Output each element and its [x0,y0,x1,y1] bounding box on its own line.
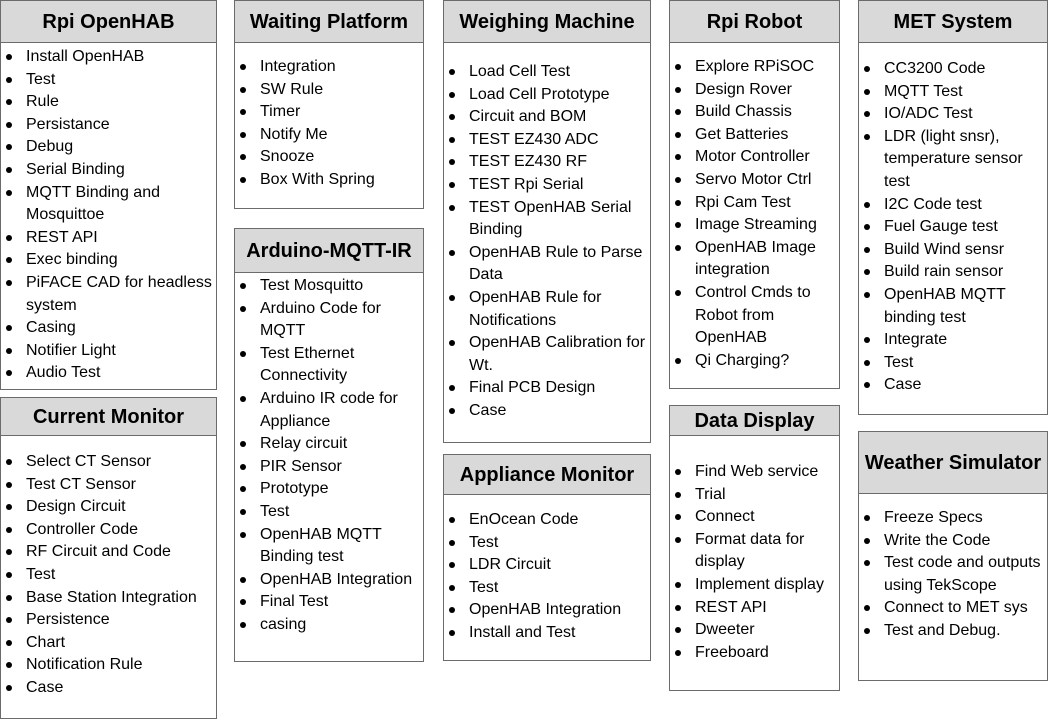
task-list [444,43,650,423]
task-item: Arduino IR code for Appliance [235,388,423,433]
card-title: Current Monitor [1,398,216,436]
task-item: Select CT Sensor [1,451,216,474]
task-item: Test code and outputs using TekScope [859,552,1047,597]
card-rpi-openhab [0,0,217,390]
task-item: OpenHAB Calibration for Wt. [444,332,650,377]
task-item: Case [444,400,650,423]
task-item: Explore RPiSOC [670,56,839,79]
task-item: OpenHAB Integration [444,599,650,622]
task-item: Implement display [670,574,839,597]
task-item: Controller Code [1,519,216,542]
task-list [1,436,216,700]
task-item: OpenHAB MQTT Binding test [235,524,423,569]
task-item: Test [859,352,1047,375]
task-item: Exec binding [1,249,216,272]
task-item: Freeboard [670,642,839,665]
card-appliance-monitor [443,454,651,661]
task-item: Freeze Specs [859,507,1047,530]
task-list [859,43,1047,397]
task-item: IO/ADC Test [859,103,1047,126]
task-item: LDR (light snsr), temperature sensor test [859,126,1047,194]
task-item: Persistance [1,114,216,137]
task-item: Box With Spring [235,169,423,192]
task-item: PIR Sensor [235,456,423,479]
card-weather-simulator [858,431,1048,681]
card-title: Rpi OpenHAB [1,1,216,43]
task-item: OpenHAB Rule for Notifications [444,287,650,332]
card-title: Waiting Platform [235,1,423,43]
task-item: Circuit and BOM [444,106,650,129]
task-item: Case [1,677,216,700]
task-item: MQTT Binding and Mosquittoe [1,182,216,227]
task-item: Notification Rule [1,654,216,677]
task-item: I2C Code test [859,194,1047,217]
task-item: Trial [670,484,839,507]
card-title: MET System [859,1,1047,43]
task-item: Install and Test [444,622,650,645]
task-item: Format data for display [670,529,839,574]
task-item: Get Batteries [670,124,839,147]
card-current-monitor [0,397,217,719]
task-list [859,494,1047,643]
task-item: LDR Circuit [444,554,650,577]
card-title: Data Display [670,406,839,436]
task-item: Chart [1,632,216,655]
task-list [670,43,839,372]
task-item: OpenHAB Rule to Parse Data [444,242,650,287]
task-item: Servo Motor Ctrl [670,169,839,192]
task-item: Fuel Gauge test [859,216,1047,239]
task-list [670,436,839,664]
task-item: Design Rover [670,79,839,102]
task-item: Build Wind sensr [859,239,1047,262]
task-item: Connect to MET sys [859,597,1047,620]
task-item: OpenHAB Integration [235,569,423,592]
card-arduino-mqtt-ir [234,228,424,662]
task-item: Integrate [859,329,1047,352]
task-item: Persistence [1,609,216,632]
task-item: Find Web service [670,461,839,484]
task-item: Base Station Integration [1,587,216,610]
task-item: CC3200 Code [859,58,1047,81]
task-item: Casing [1,317,216,340]
task-item: MQTT Test [859,81,1047,104]
task-item: Final PCB Design [444,377,650,400]
task-item: Test and Debug. [859,620,1047,643]
task-item: Snooze [235,146,423,169]
task-item: Serial Binding [1,159,216,182]
card-rpi-robot [669,0,840,389]
card-title: Appliance Monitor [444,455,650,495]
task-item: Rule [1,91,216,114]
task-item: REST API [670,597,839,620]
task-item: Test [1,564,216,587]
task-item: PiFACE CAD for headless system [1,272,216,317]
task-item: Connect [670,506,839,529]
task-item: Timer [235,101,423,124]
task-item: Integration [235,56,423,79]
task-item: Load Cell Prototype [444,84,650,107]
task-item: Case [859,374,1047,397]
task-list [235,273,423,637]
task-item: TEST EZ430 ADC [444,129,650,152]
task-item: Rpi Cam Test [670,192,839,215]
task-item: TEST OpenHAB Serial Binding [444,197,650,242]
task-item: EnOcean Code [444,509,650,532]
card-met-system [858,0,1048,415]
card-data-display [669,405,840,691]
card-weighing-machine [443,0,651,443]
task-item: RF Circuit and Code [1,541,216,564]
task-item: TEST Rpi Serial [444,174,650,197]
task-item: Test [444,577,650,600]
task-item: Motor Controller [670,146,839,169]
task-item: OpenHAB MQTT binding test [859,284,1047,329]
task-item: Design Circuit [1,496,216,519]
task-item: Test CT Sensor [1,474,216,497]
task-item: Audio Test [1,362,216,385]
task-item: Prototype [235,478,423,501]
task-list [1,43,216,385]
task-list [444,495,650,645]
task-item: Test [1,69,216,92]
task-item: TEST EZ430 RF [444,151,650,174]
task-item: SW Rule [235,79,423,102]
task-item: Image Streaming [670,214,839,237]
task-item: Qi Charging? [670,350,839,373]
task-item: Build rain sensor [859,261,1047,284]
task-item: Test [444,532,650,555]
task-item: Debug [1,136,216,159]
task-item: Test Mosquitto [235,275,423,298]
task-item: OpenHAB Image integration [670,237,839,282]
task-item: Write the Code [859,530,1047,553]
task-list [235,43,423,192]
task-item: Load Cell Test [444,61,650,84]
task-item: Control Cmds to Robot from OpenHAB [670,282,839,350]
task-item: Test [235,501,423,524]
task-item: Notifier Light [1,340,216,363]
task-item: Final Test [235,591,423,614]
task-item: REST API [1,227,216,250]
card-waiting-platform [234,0,424,209]
task-item: Dweeter [670,619,839,642]
card-title: Rpi Robot [670,1,839,43]
task-item: Build Chassis [670,101,839,124]
task-item: Relay circuit [235,433,423,456]
card-title: Weighing Machine [444,1,650,43]
task-item: Test Ethernet Connectivity [235,343,423,388]
card-title: Weather Simulator [859,432,1047,494]
task-item: Arduino Code for MQTT [235,298,423,343]
task-item: casing [235,614,423,637]
card-title: Arduino-MQTT-IR [235,229,423,273]
task-item: Notify Me [235,124,423,147]
task-item: Install OpenHAB [1,46,216,69]
